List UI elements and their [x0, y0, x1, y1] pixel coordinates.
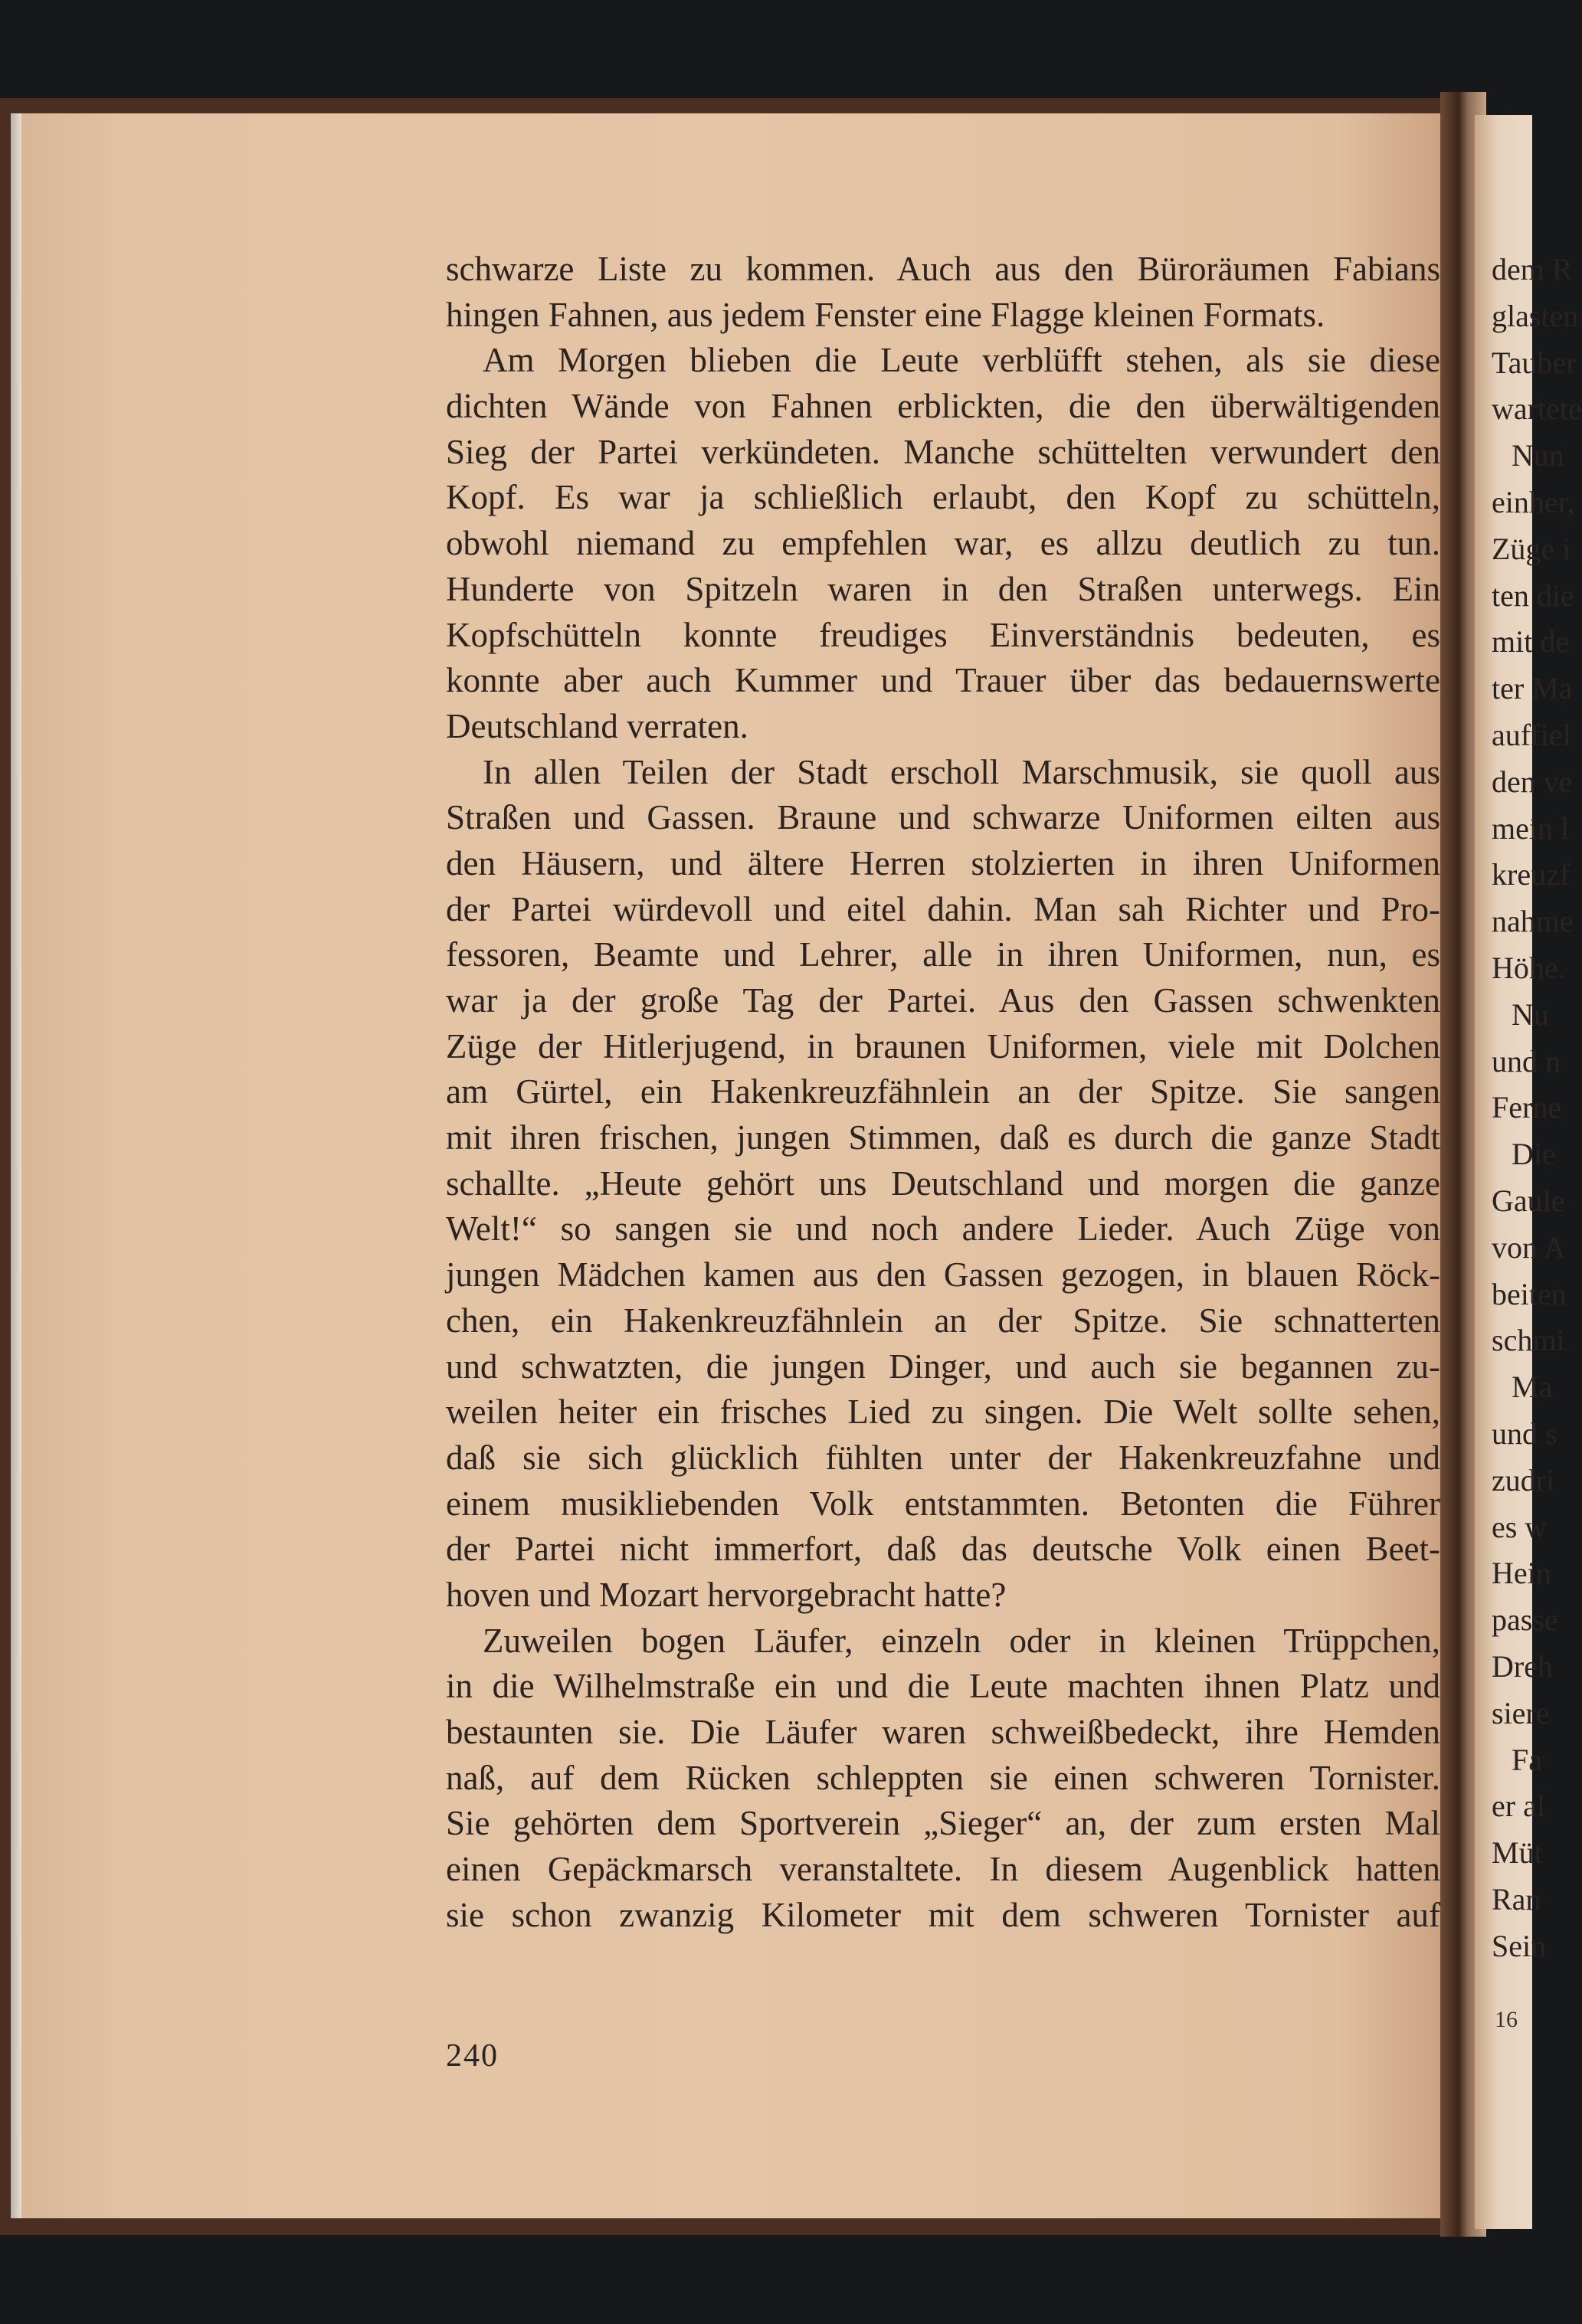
right-page-line: Nu	[1512, 997, 1549, 1032]
right-page-line: zudri	[1492, 1462, 1555, 1498]
right-page-line: Höhe.	[1492, 950, 1566, 985]
text-line: einen Gepäckmarsch veranstaltete. In diesem Augenblick hatten	[446, 1850, 1440, 1889]
text-line: schwarze Liste zu kommen. Auch aus den Büroräumen Fabians	[446, 250, 1440, 288]
right-page-line: Dreh	[1492, 1648, 1553, 1684]
text-line: jungen Mädchen kamen aus den Gassen gezogen, in blauen Röck-	[446, 1255, 1440, 1295]
text-line: dichten Wände von Fahnen erblickten, die den überwältigenden	[446, 387, 1440, 426]
right-page	[1475, 115, 1582, 2229]
text-line: in die Wilhelmstraße ein und die Leute machten ihnen Platz und	[446, 1667, 1440, 1706]
right-page-line: auffiel	[1492, 717, 1571, 752]
right-page-line: nahme	[1492, 904, 1574, 939]
right-page-line: den ve	[1492, 764, 1573, 799]
right-page-line: dem R	[1492, 252, 1573, 286]
right-page-line: er al	[1492, 1789, 1545, 1824]
text-line: naß, auf dem Rücken schleppten sie einen schweren Tornister.	[446, 1758, 1440, 1797]
right-page-line: Tauber	[1492, 345, 1577, 380]
left-page-text	[446, 247, 1440, 1938]
right-page-line: wartete	[1492, 391, 1582, 427]
page-number: 240	[446, 2038, 499, 2074]
right-page-line: Sein	[1492, 1928, 1547, 1963]
right-page-line: und n	[1492, 1043, 1561, 1079]
right-page-line: Ran	[1492, 1881, 1541, 1916]
page-edges	[11, 113, 21, 2218]
text-line: Sie gehörten dem Sportverein „Sieger“ an, der zum ersten Mal	[446, 1804, 1440, 1843]
right-page-line: Hein	[1492, 1556, 1551, 1591]
text-line: mit ihren frischen, jungen Stimmen, daß es durch die ganze Stadt	[446, 1118, 1440, 1157]
right-page-line: mit de	[1492, 624, 1570, 660]
text-line: Deutschland verraten.	[446, 706, 748, 745]
right-page-line: es w	[1492, 1509, 1548, 1544]
text-line: am Gürtel, ein Hakenkreuzfähnlein an der Spitze. Sie sangen	[446, 1072, 1440, 1111]
text-line: Straßen und Gassen. Braune und schwarze Uniformen eilten aus	[446, 798, 1440, 837]
text-line: weilen heiter ein frisches Lied zu singen. Die Welt sollte sehen,	[446, 1393, 1440, 1432]
right-page-line: Die	[1512, 1137, 1556, 1172]
right-page-line: und s	[1492, 1416, 1557, 1451]
right-page-line: Ma	[1512, 1370, 1553, 1405]
right-page-line: siere	[1492, 1695, 1550, 1730]
right-page-line: glasten	[1492, 298, 1579, 333]
text-line: sie schon zwanzig Kilometer mit dem schweren Tornister auf	[446, 1895, 1440, 1934]
text-line: Welt!“ so sangen sie und noch andere Lieder. Auch Züge von	[446, 1209, 1440, 1249]
text-line: schallte. „Heute gehört uns Deutschland und morgen die ganze	[446, 1164, 1440, 1203]
text-line: Sieg der Partei verkündeten. Manche schüttelten verwundert den	[446, 432, 1440, 471]
text-line: obwohl niemand zu empfehlen war, es allzu deutlich zu tun.	[446, 524, 1440, 563]
text-line: und schwatzten, die jungen Dinger, und auch sie begannen zu-	[446, 1347, 1440, 1386]
right-page-text	[1492, 247, 1582, 1969]
right-page-line: ten die	[1492, 578, 1574, 613]
signature-mark: 16	[1495, 2007, 1518, 2032]
text-line: Am Morgen blieben die Leute verblüfft stehen, als sie diese	[483, 341, 1440, 380]
right-page-line: Gaule	[1492, 1183, 1565, 1218]
text-line: hoven und Mozart hervorgebracht hatte?	[446, 1575, 1007, 1614]
right-page-line: Nun	[1512, 438, 1564, 473]
right-page-line: mein l	[1492, 810, 1570, 846]
right-page-line: passe	[1492, 1602, 1558, 1638]
right-page-line: Ferne	[1492, 1090, 1562, 1125]
text-line: fessoren, Beamte und Lehrer, alle in ihren Uniformen, nun, es	[446, 935, 1440, 974]
text-line: Zuweilen bogen Läufer, einzeln oder in kleinen Trüppchen,	[483, 1621, 1440, 1660]
text-line: der Partei würdevoll und eitel dahin. Man sah Richter und Pro-	[446, 889, 1440, 928]
right-page-line: beiten	[1492, 1276, 1567, 1311]
text-line: hingen Fahnen, aus jedem Fenster eine Flagge kleinen Formats.	[446, 295, 1325, 334]
right-page-line: Müt	[1492, 1835, 1543, 1871]
text-line: der Partei nicht immerfort, daß das deutsche Volk einen Beet-	[446, 1530, 1440, 1569]
text-line: Kopf. Es war ja schließlich erlaubt, den Kopf zu schütteln,	[446, 478, 1440, 517]
right-page-line: Züge i	[1492, 531, 1571, 566]
text-line: Züge der Hitlerjugend, in braunen Uniformen, viele mit Dolchen	[446, 1026, 1440, 1065]
text-line: den Häusern, und ältere Herren stolzierten in ihren Uniformen	[446, 843, 1440, 882]
text-line: daß sie sich glücklich fühlten unter der Hakenkreuzfahne und	[446, 1438, 1440, 1477]
text-line: war ja der große Tag der Partei. Aus den Gassen schwenkten	[446, 981, 1440, 1020]
text-line: chen, ein Hakenkreuzfähnlein an der Spitze. Sie schnatterten	[446, 1301, 1440, 1340]
right-page-line: Fa	[1512, 1742, 1542, 1777]
right-page-line: schmi	[1492, 1323, 1565, 1358]
right-page-line: von A	[1492, 1229, 1566, 1265]
text-line: Hunderte von Spitzeln waren in den Straßen unterwegs. Ein	[446, 569, 1440, 608]
text-line: Kopfschütteln konnte freudiges Einverständnis bedeuten, es	[446, 615, 1440, 654]
text-line: einem musikliebenden Volk entstammten. Betonten die Führer	[446, 1484, 1440, 1523]
text-line: bestaunten sie. Die Läufer waren schweißbedeckt, ihre Hemden	[446, 1713, 1440, 1751]
text-line: konnte aber auch Kummer und Trauer über das bedauernswerte	[446, 661, 1440, 700]
right-page-line: ter Ma	[1492, 671, 1573, 706]
right-page-line: kreuzf	[1492, 857, 1571, 892]
right-page-line: einher,	[1492, 484, 1575, 519]
text-line: In allen Teilen der Stadt erscholl Marschmusik, sie quoll aus	[483, 752, 1440, 791]
